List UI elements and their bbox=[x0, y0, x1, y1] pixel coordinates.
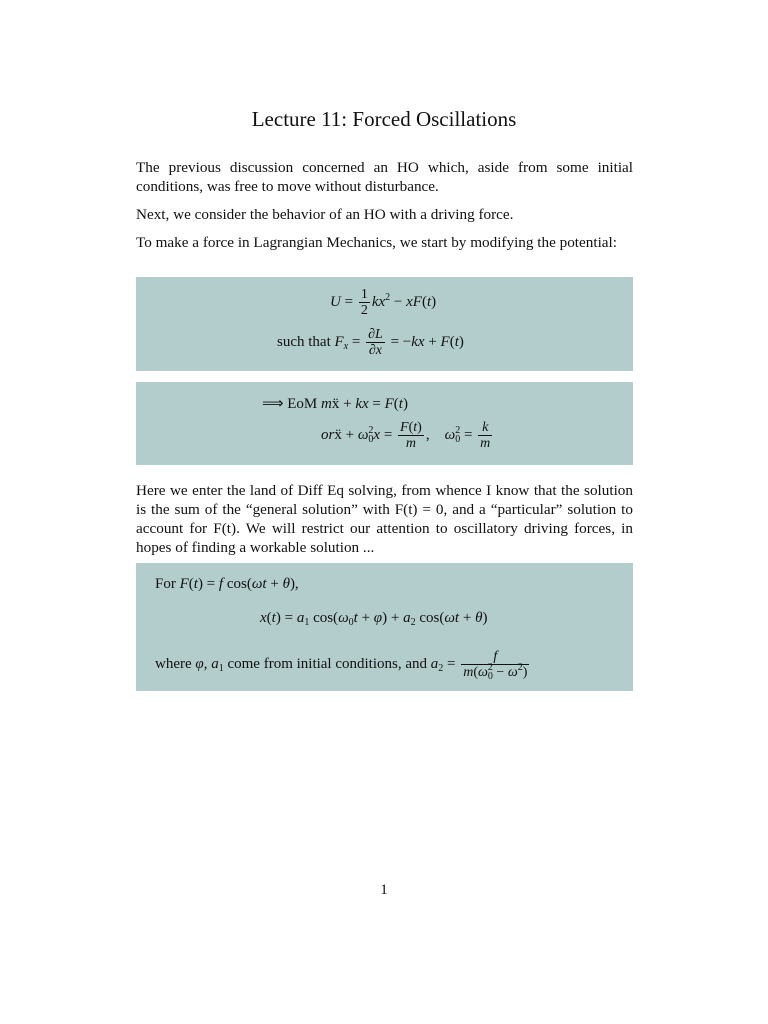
paragraph-intro: The previous discussion concerned an HO which, aside from some initial conditions, was free to move without disturbance. bbox=[136, 159, 633, 195]
equation-driving-force: For F(t) = f cos(ωt + θ), bbox=[155, 576, 299, 592]
equation-box-eom bbox=[136, 382, 633, 465]
equation-box-potential bbox=[136, 277, 633, 371]
equation-solution: $x(t) = a_1$ $\cos(\omega_0t + \varphi) + a_2$ cos(ωt + θ) bbox=[260, 610, 488, 628]
equation-amplitude: where φ, $a_1$ come from initial conditions, and $a_2$ = $\frac{f}{m(\omega_0^2 - \omega^2)}$ bbox=[155, 649, 528, 682]
paragraph-driving-force: Next, we consider the behavior of an HO with a driving force. bbox=[136, 206, 514, 223]
equation-box-solution bbox=[136, 563, 633, 691]
paragraph-potential: To make a force in Lagrangian Mechanics, we start by modifying the potential: bbox=[136, 234, 617, 251]
equation-potential: U = $\frac{1}{2}$ $kx^2 - xF(t)$ bbox=[330, 287, 437, 318]
page-title: Lecture 11: Forced Oscillations bbox=[251, 107, 517, 131]
equation-eom: ⟹ EoM mẍ + kx = F(t) bbox=[262, 396, 408, 412]
equation-force: such that $F_x$ = $\frac{\partial L}{\partial x}$ = −kx + F(t) bbox=[277, 327, 464, 358]
equation-normalized-eom: orẍ + $\omega_0^2x$ = $\frac{F(t)}{m}$ , $\omega_0^2$ = $\frac{k}{m}$ bbox=[321, 420, 491, 451]
page-number: 1 bbox=[380, 882, 388, 898]
paragraph-diff-eq: Here we enter the land of Diff Eq solving, from whence I know that the solution is the sum of the “general solution” with F(t) = 0, and a “particular” solution to account for F(t). We will restrict our attention to oscillatory driving forces, in hopes of finding a workable solution ... bbox=[136, 482, 633, 556]
